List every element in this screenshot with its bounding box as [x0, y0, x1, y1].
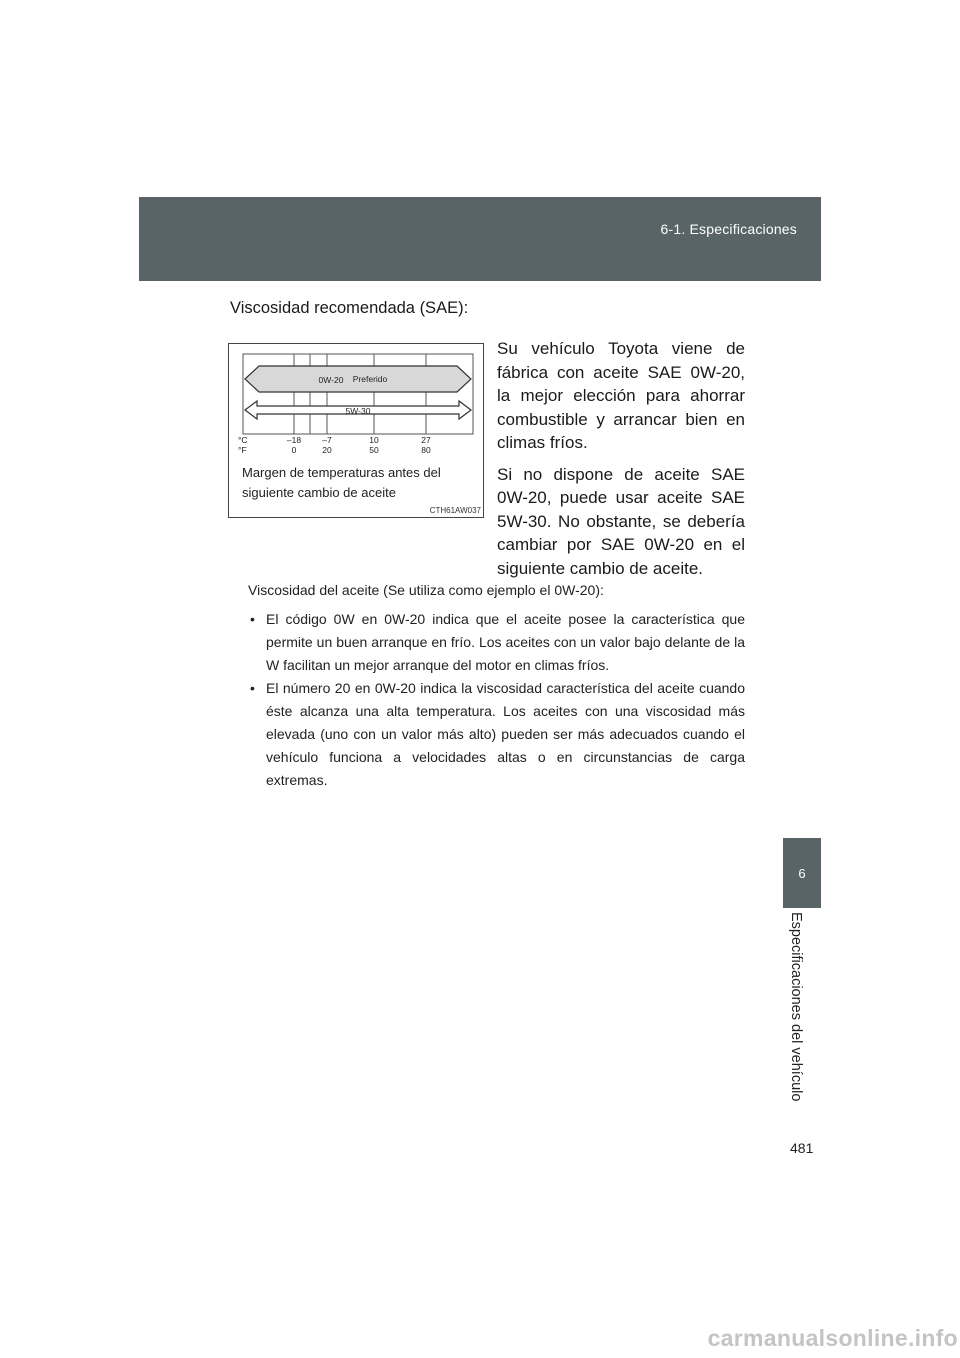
header-bar	[139, 197, 821, 281]
tick-c-4: 27	[421, 435, 431, 445]
intro-paragraph-1: Su vehículo Toyota viene de fábrica con aceite SAE 0W-20, la mejor elección para ahorrar combustible y arrancar bien en climas fríos.	[497, 339, 745, 452]
caption-line-2: siguiente cambio de aceite	[242, 485, 396, 500]
bullet-item	[248, 608, 745, 677]
unit-fahrenheit: °F	[238, 445, 247, 455]
viscosity-bullets	[248, 608, 745, 792]
figure-code: CTH61AW037	[429, 506, 481, 515]
intro-text	[497, 337, 745, 588]
bullet-item	[248, 677, 745, 792]
grade-0w20-label: 0W-20	[318, 375, 344, 385]
chapter-label-container	[780, 912, 820, 1112]
tick-f-1: 0	[291, 445, 297, 455]
tick-c-1: –18	[286, 435, 302, 445]
viscosity-diagram	[228, 343, 484, 518]
chapter-label: Especificaciones del vehículo	[788, 912, 804, 1102]
bullet-icon: •	[250, 680, 255, 696]
watermark-text: carmanualsonline.info	[707, 1325, 958, 1351]
chapter-number: 6	[798, 866, 806, 881]
section-header: 6-1. Especificaciones	[660, 221, 797, 237]
viscosity-subtitle: Viscosidad del aceite (Se utiliza como ejemplo el 0W-20):	[248, 582, 604, 598]
bullet-icon: •	[250, 611, 255, 627]
preferred-label: Preferido	[352, 374, 388, 384]
grade-5w30-label: 5W-30	[345, 406, 371, 416]
tick-f-2: 20	[322, 445, 332, 455]
bullet-text-2: El número 20 en 0W-20 indica la viscosidad característica del aceite cuando éste alcanza una alta temperatura. Los aceites con una viscosidad más elevada (uno con un valor más alto) pueden ser más adecuados cuando el vehículo funciona a velocidades altas o en circunstancias de carga extremas.	[266, 680, 745, 788]
bullet-text-1: El código 0W en 0W-20 indica que el aceite posee la característica que permite un buen arranque en frío. Los aceites con un valor bajo delante de la W facilitan un mejor arranque del motor en climas fríos.	[266, 611, 745, 673]
unit-celsius: °C	[238, 435, 248, 445]
intro-paragraph-2: Si no dispone de aceite SAE 0W-20, puede usar aceite SAE 5W-30. No obstante, se debería cambiar por SAE 0W-20 en el siguiente cambio de aceite.	[497, 464, 745, 578]
tick-c-3: 10	[369, 435, 379, 445]
tick-f-4: 80	[421, 445, 431, 455]
chapter-tab	[783, 838, 821, 908]
section-title: Viscosidad recomendada (SAE):	[230, 299, 469, 317]
diagram-caption	[242, 463, 441, 503]
page-number: 481	[790, 1140, 814, 1156]
watermark	[0, 1325, 960, 1358]
tick-f-3: 50	[369, 445, 379, 455]
caption-line-1: Margen de temperaturas antes del	[242, 465, 441, 480]
tick-c-2: –7	[322, 435, 332, 445]
